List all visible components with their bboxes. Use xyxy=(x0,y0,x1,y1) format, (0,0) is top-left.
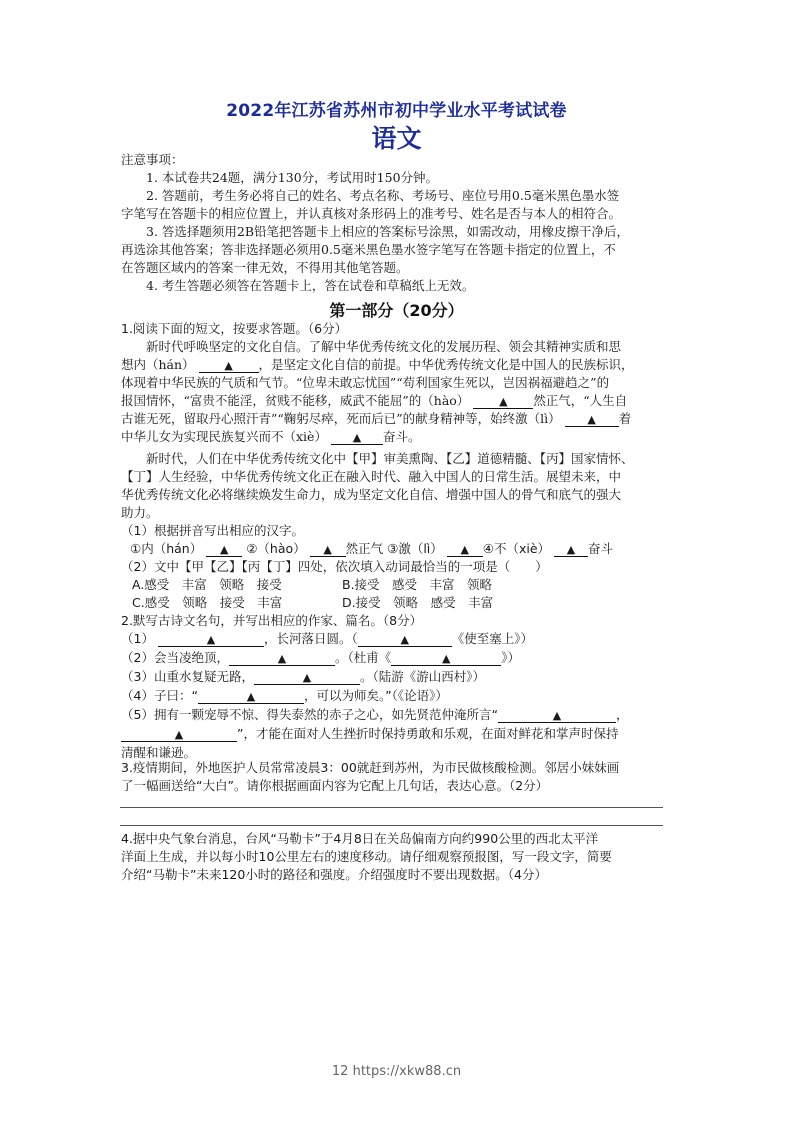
item-label: （1） xyxy=(121,631,154,646)
q1-passage-line xyxy=(121,356,673,374)
q1-passage-line: 新时代呼唤坚定的文化自信。了解中华优秀传统文化的发展历程、领会其精神实质和思 xyxy=(146,339,622,354)
triangle-marker-icon: ▲ xyxy=(552,709,562,722)
answer-blank-4[interactable] xyxy=(554,541,588,557)
q4-line: 洋面上生成，并以每小时10公里左右的速度移动。请仔细观察预报图，写一段文字，简要 xyxy=(121,849,612,864)
q2-item-5-cont xyxy=(121,725,673,743)
triangle-marker-icon: ▲ xyxy=(442,652,451,665)
pinyin-xie: 中华儿女为实现民族复兴而不（xiè） xyxy=(121,429,327,444)
q1-passage-line: 助力。 xyxy=(121,505,159,520)
note-item: 1. 本试卷共24题，满分130分，考试用时150分钟。 xyxy=(146,170,439,185)
pinyin-li: 古谁无死，留取丹心照汗青”“鞠躬尽瘁，死而后已”的献身精神等，始终激（lì） xyxy=(121,411,561,426)
option-d[interactable]: D.接受 领略 感受 丰富 xyxy=(342,595,494,610)
poem-text: ”，才能在面对人生挫折时保持勇敢和乐观，在面对鲜花和掌声时保持 xyxy=(237,726,619,741)
answer-blank-poem-5a[interactable] xyxy=(498,707,616,723)
note-item: 在答题区域内的答案一律无效，不得用其他笔答题。 xyxy=(121,260,409,275)
q2-item-1 xyxy=(121,630,673,648)
answer-blank-hao[interactable] xyxy=(473,393,533,409)
poem-text: （4）子曰：“ xyxy=(121,688,198,703)
answer-blank-title-2[interactable] xyxy=(391,650,501,666)
q2-item-2 xyxy=(121,649,673,667)
note-item: 4. 考生答题必须答在答题卡上，答在试卷和草稿纸上无效。 xyxy=(146,278,475,293)
passage-text: 奋斗。 xyxy=(382,429,421,444)
note-item: 2. 答题前，考生务必将自己的姓名、考点名称、考场号、座位号用0.5毫米黑色墨水签 xyxy=(146,188,620,203)
sub1-item-c: ③激（lì） xyxy=(387,541,443,556)
answer-blank-author-1[interactable] xyxy=(358,631,452,647)
q2-item-5 xyxy=(121,706,673,724)
sub1-item-b: ②（hào） xyxy=(246,541,306,556)
pinyin-hao: 报国情怀，“富贵不能淫，贫贱不能移，威武不能屈”的（hào） xyxy=(121,393,470,408)
sub1-item-d-after: 奋斗 xyxy=(588,541,614,556)
q1-sub1-prompt: （1）根据拼音写出相应的汉字。 xyxy=(121,523,304,538)
sub1-item-a: ①内（hán） xyxy=(130,541,203,556)
option-c[interactable]: C.感受 领略 接受 丰富 xyxy=(132,595,283,610)
page-footer: 12 https://xkw88.cn xyxy=(331,1064,462,1079)
answer-line[interactable] xyxy=(120,825,663,826)
poem-text: （3）山重水复疑无路， xyxy=(121,669,254,684)
triangle-marker-icon: ▲ xyxy=(224,359,233,372)
triangle-marker-icon: ▲ xyxy=(400,633,409,646)
answer-blank-han[interactable] xyxy=(199,357,259,373)
note-item: 字笔写在答题卡的相应位置上，并认真核对条形码上的准考号、姓名是否与本人的相符合。 xyxy=(121,206,622,221)
triangle-marker-icon: ▲ xyxy=(352,431,362,444)
poem-source-end: 》） xyxy=(501,650,520,665)
triangle-marker-icon: ▲ xyxy=(206,633,216,646)
poem-source: 。（陆游《游山西村》） xyxy=(359,669,485,684)
passage-text: ，是坚定文化自信的前提。中华优秀传统文化是中国人的民族标识， xyxy=(258,357,634,372)
sub1-item-d: ④不（xiè） xyxy=(482,541,551,556)
poem-source: 《使至塞上》） xyxy=(451,631,533,646)
answer-blank-poem-4[interactable] xyxy=(198,688,304,704)
triangle-marker-icon: ▲ xyxy=(460,543,469,556)
answer-blank-poem-5b[interactable] xyxy=(121,726,237,742)
option-row xyxy=(132,576,684,594)
q1-passage-line xyxy=(121,428,673,446)
poem-source: ，可以为师矣。”（《论语》） xyxy=(303,688,448,703)
q4-line: 4.据中央气象台消息，台风“马勒卡”于4月8日在关岛偏南方向约990公里的西北太平洋 xyxy=(121,831,599,846)
note-item: 3. 答选择题须用2B铅笔把答题卡上相应的答案标号涂黑，如需改动，用橡皮擦干净后， xyxy=(146,224,630,239)
answer-blank-li[interactable] xyxy=(565,411,619,427)
q2-item-4 xyxy=(121,687,673,705)
q3-line: 3.疫情期间，外地医护人员常常凌晨3：00就赶到苏州，为市民做核酸检测。邻居小妹妹画 xyxy=(121,760,620,775)
triangle-marker-icon: ▲ xyxy=(174,728,184,741)
triangle-marker-icon: ▲ xyxy=(499,395,508,408)
q3-line: 了一幅画送给“大白”。请你根据画面内容为它配上几句话，表达心意。（2分） xyxy=(121,778,549,793)
passage-text: 然正气，“人生自 xyxy=(533,393,628,408)
poem-text: ， xyxy=(615,707,629,722)
triangle-marker-icon: ▲ xyxy=(246,690,256,703)
triangle-marker-icon: ▲ xyxy=(566,543,576,556)
q1-passage-line xyxy=(121,410,673,428)
option-a[interactable]: A.感受 丰富 领略 接受 xyxy=(132,577,282,592)
q1-passage-line: 体现着中华民族的气质和气节。“位卑未敢忘忧国”“苟利国家生死以，岂因祸福避趋之”的 xyxy=(121,375,610,390)
triangle-marker-icon: ▲ xyxy=(302,671,312,684)
option-b[interactable]: B.接受 感受 丰富 领略 xyxy=(342,577,493,592)
exam-title: 2022年江苏省苏州市初中学业水平考试试卷 xyxy=(226,101,567,121)
answer-blank-3[interactable] xyxy=(447,541,483,557)
answer-line[interactable] xyxy=(120,807,663,808)
answer-blank-poem-2[interactable] xyxy=(229,650,335,666)
q1-sub2-prompt: （2）文中【甲【乙】【丙【丁】四处，依次填入动词最恰当的一项是（ ） xyxy=(121,559,548,574)
answer-blank-1[interactable] xyxy=(206,541,242,557)
poem-source: 。（杜甫《 xyxy=(334,650,392,665)
q2-prompt: 2.默写古诗文名句，并写出相应的作家、篇名。（8分） xyxy=(121,613,423,628)
triangle-marker-icon: ▲ xyxy=(323,543,332,556)
answer-blank-2[interactable] xyxy=(310,541,346,557)
poem-text: ，长河落日圆。（ xyxy=(263,631,358,646)
triangle-marker-icon: ▲ xyxy=(587,413,596,426)
note-item: 再选涂其他答案；答非选择题必须用0.5毫米黑色墨水签字笔写在答题卡指定的位置上，不 xyxy=(121,242,616,257)
section-title: 第一部分（20分） xyxy=(329,301,464,320)
q4-line: 介绍“马勒卡”未来120小时的路径和强度。介绍强度时不要出现数据。（4分） xyxy=(121,867,548,882)
q1-passage-line xyxy=(121,392,673,410)
q2-item-5-end: 清醒和谦逊。 xyxy=(121,745,197,760)
notes-heading: 注意事项： xyxy=(121,152,184,167)
answer-blank-xie[interactable] xyxy=(331,429,383,445)
triangle-marker-icon: ▲ xyxy=(219,543,229,556)
passage-text: 着 xyxy=(618,411,632,426)
q1-sub1-items xyxy=(130,540,673,558)
pinyin-han: 想内（hán） xyxy=(121,357,195,372)
q1-passage-line: 新时代，人们在中华优秀传统文化中【甲】审美熏陶、【乙】道德精髓、【丙】国家情怀、 xyxy=(146,451,634,466)
answer-blank-poem-3[interactable] xyxy=(254,669,360,685)
answer-blank-poem-1[interactable] xyxy=(158,631,264,647)
q2-item-3 xyxy=(121,668,673,686)
q1-passage-line: 【丁】人生经验，中华优秀传统文化正在融入时代、融入中国人的日常生活。展望未来，中 xyxy=(121,469,622,484)
option-row xyxy=(132,594,684,612)
poem-text: （2）会当凌绝顶， xyxy=(121,650,229,665)
subject-title: 语文 xyxy=(371,124,422,153)
triangle-marker-icon: ▲ xyxy=(277,652,287,665)
sub1-item-b-after: 然正气 xyxy=(345,541,384,556)
q1-passage-line: 华优秀传统文化必将继续焕发生命力，成为坚定文化自信、增强中国人的骨气和底气的强大 xyxy=(121,487,622,502)
q1-prompt: 1.阅读下面的短文，按要求答题。（6分） xyxy=(121,321,348,336)
poem-text: （5）拥有一颗宠辱不惊、得失泰然的赤子之心，如先贤范仲淹所言“ xyxy=(121,707,498,722)
